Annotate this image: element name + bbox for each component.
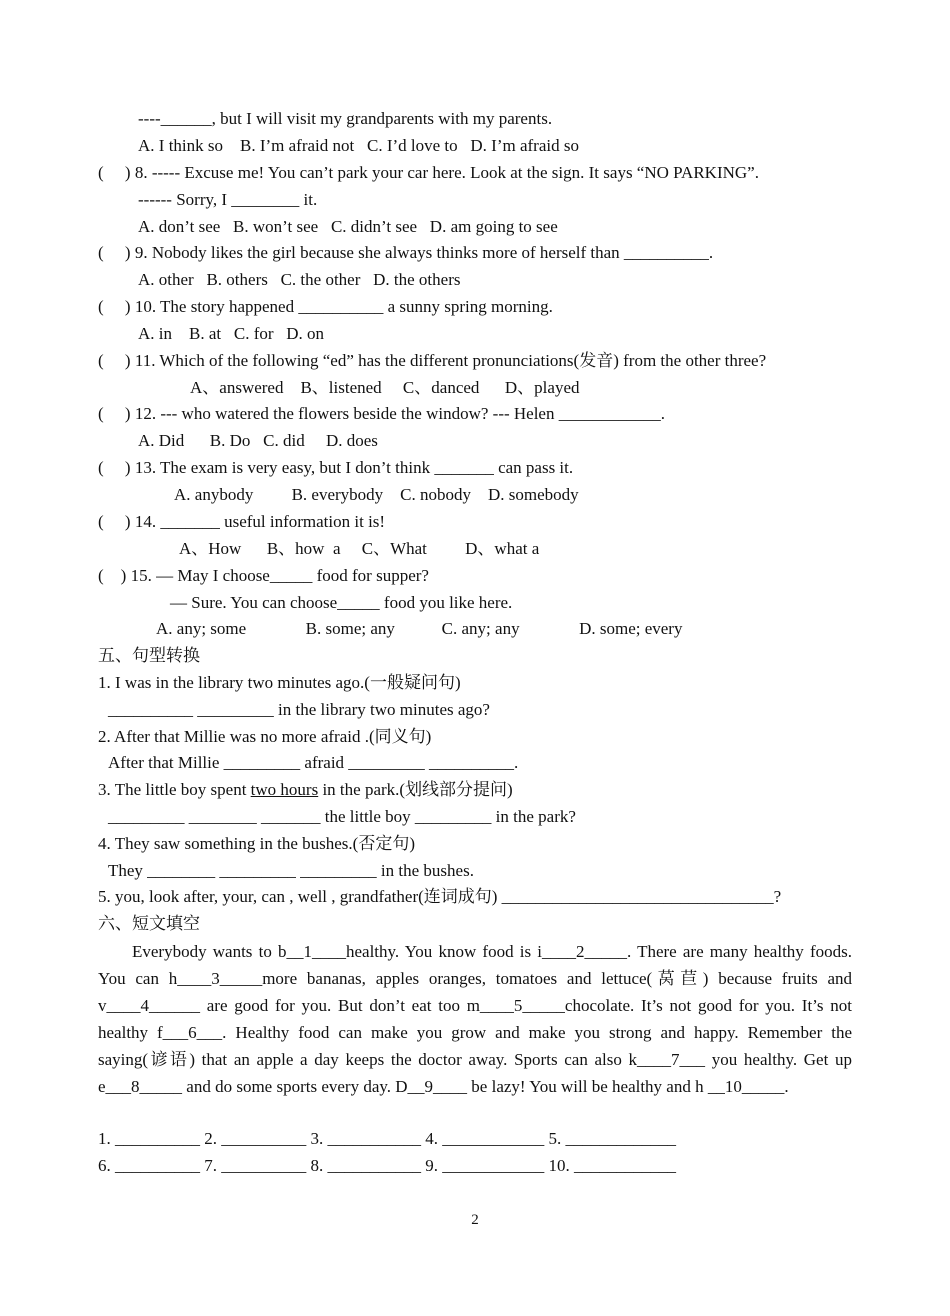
q8-stem: ( ) 8. ----- Excuse me! You can’t park your car here. Look at the sign. It says “NO PARKING”. [98,163,759,182]
answer-row-1: 1. __________ 2. __________ 3. ___________ 4. ____________ 5. _____________ [98,1129,676,1148]
s5-item-1-blanks: __________ _________ in the library two minutes ago? [108,700,490,719]
s5-item-5: 5. you, look after, your, can , well , grandfather(连词成句) ________________________________? [98,887,782,906]
s5-item-4-blanks: They ________ _________ _________ in the bushes. [108,861,474,880]
q9-stem: ( ) 9. Nobody likes the girl because she always thinks more of herself than __________. [98,243,714,262]
s5-item-3-post: in the park.(划线部分提问) [318,780,513,799]
q15-response: — Sure. You can choose_____ food you like here. [170,593,513,612]
q8-response: ------ Sorry, I ________ it. [138,190,318,209]
q7-options: A. I think so B. I’m afraid not C. I’d love to D. I’m afraid so [138,136,579,155]
q11-stem: ( ) 11. Which of the following “ed” has the different pronunciations(发音) from the other three? [98,351,767,370]
q10-stem: ( ) 10. The story happened __________ a sunny spring morning. [98,297,553,316]
q13-stem: ( ) 13. The exam is very easy, but I don’t think _______ can pass it. [98,458,574,477]
q13-options: A. anybody B. everybody C. nobody D. somebody [174,485,579,504]
page-number: 2 [471,1212,479,1228]
s5-item-3-pre: 3. The little boy spent [98,780,251,799]
q8-options: A. don’t see B. won’t see C. didn’t see D. am going to see [138,217,558,236]
q15-stem: ( ) 15. — May I choose_____ food for supper? [98,566,429,585]
q15-options: A. any; some B. some; any C. any; any D. some; every [156,619,683,638]
s5-item-2-blanks: After that Millie _________ afraid _________ __________. [108,753,519,772]
q11-options: A、answered B、listened C、danced D、played [190,378,580,397]
answer-row-2: 6. __________ 7. __________ 8. ___________ 9. ____________ 10. ____________ [98,1156,676,1175]
q12-options: A. Did B. Do C. did D. does [138,431,378,450]
s5-item-4: 4. They saw something in the bushes.(否定句) [98,834,415,853]
q10-options: A. in B. at C. for D. on [138,324,325,343]
q7-response: ----______, but I will visit my grandparents with my parents. [138,109,553,128]
q12-stem: ( ) 12. --- who watered the flowers beside the window? --- Helen ____________. [98,404,665,423]
underlined-phrase: two hours [250,780,319,799]
q9-options: A. other B. others C. the other D. the others [138,270,461,289]
section5-title: 五、句型转换 [98,646,200,665]
s5-item-1: 1. I was in the library two minutes ago.(一般疑问句) [98,673,461,692]
q14-stem: ( ) 14. _______ useful information it is! [98,512,386,531]
s5-item-3 [98,779,513,801]
cloze-passage: Everybody wants to b__1____healthy. You know food is i____2_____. There are many healthy foods. You can h____3_____more bananas, apples oranges, tomatoes and lettuce(莴苣) because fruits and v____4______ are good for you. But don’t eat too m____5_____chocolate. It’s not good for you. It’s not healthy f___6___. Healthy food can make you grow and make you strong and happy. Remember the saying(谚语) that an apple a day keeps the doctor away. Sports can also k____7___ you healthy. Get up e___8_____ and do some sports every day. D__9____ be lazy! You will be healthy and h __10_____. [98,942,852,1096]
s5-item-2: 2. After that Millie was no more afraid .(同义句) [98,727,432,746]
section6-title: 六、短文填空 [98,914,200,933]
q14-options: A、How B、how a C、What D、what a [179,539,540,558]
s5-item-3-blanks: _________ ________ _______ the little boy _________ in the park? [108,807,576,826]
